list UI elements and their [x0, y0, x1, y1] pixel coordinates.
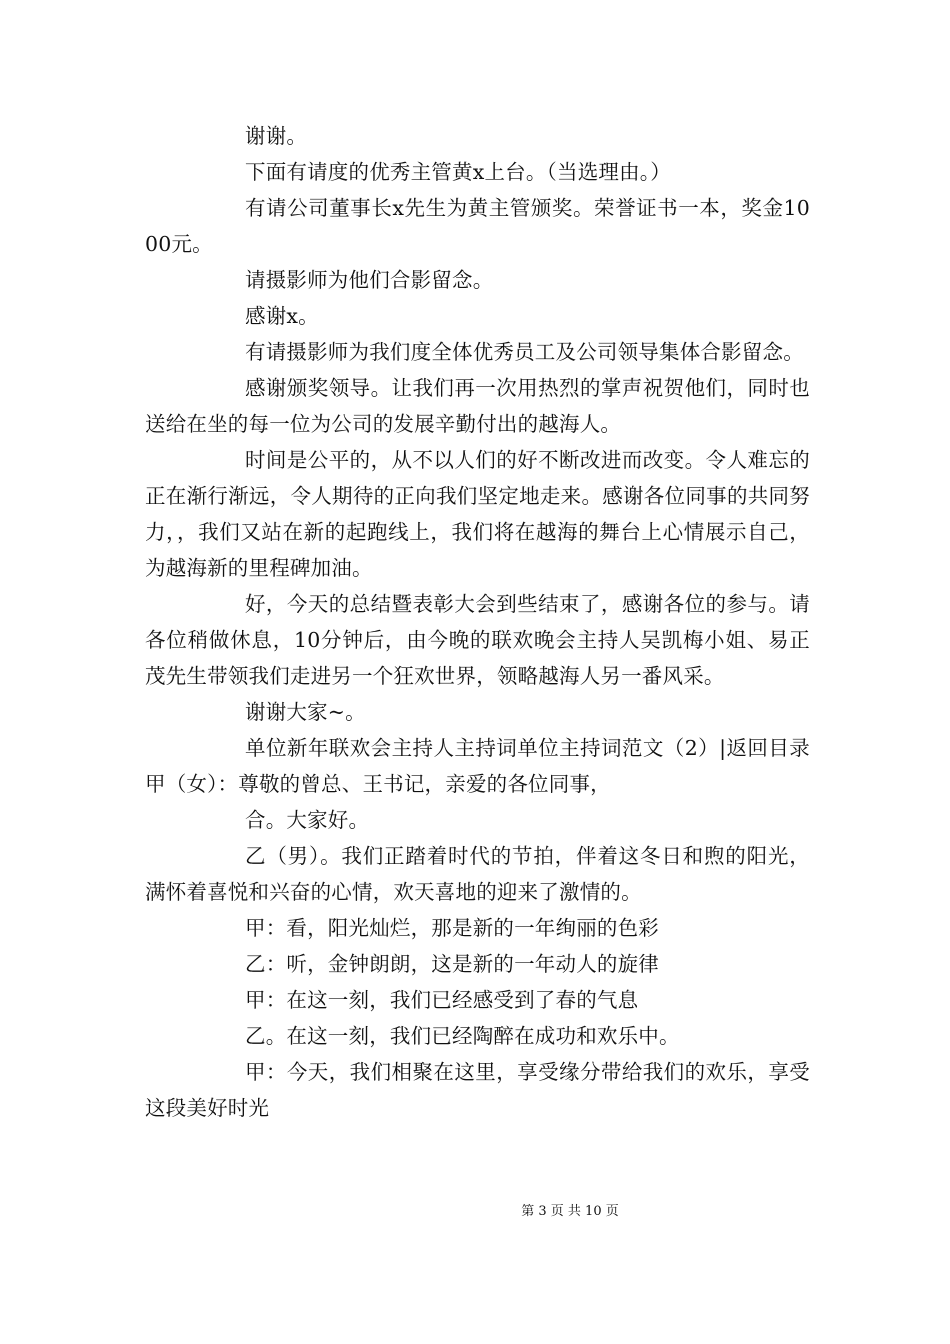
- paragraph: 感谢x。: [245, 304, 319, 328]
- paragraph: 甲：今天，我们相聚在这里，享受缘分带给我们的欢乐，享受这段美好时光: [145, 1060, 810, 1120]
- paragraph: 乙。在这一刻，我们已经陶醉在成功和欢乐中。: [245, 1024, 680, 1048]
- paragraph: 下面有请度的优秀主管黄x上台。（当选理由。）: [245, 160, 671, 184]
- paragraph: 有请公司董事长x先生为黄主管颁奖。荣誉证书一本，奖金1000元。: [145, 196, 810, 256]
- paragraph: 时间是公平的，从不以人们的好不断改进而改变。令人难忘的正在渐行渐远，令人期待的正向我们坚定地走来。感谢各位同事的共同努力，，我们又站在新的起跑线上，我们将在越海的舞台上心情展示自己，为越海新的里程碑加油。: [145, 448, 810, 580]
- paragraph: 谢谢。: [245, 124, 308, 148]
- document-body: [145, 118, 810, 1126]
- page-number: 第 3 页 共 10 页: [521, 1204, 619, 1219]
- paragraph: 乙（男）。我们正踏着时代的节拍，伴着这冬日和煦的阳光，满怀着喜悦和兴奋的心情，欢天喜地的迎来了激情的。: [145, 844, 810, 904]
- paragraph: 甲：在这一刻，我们已经感受到了春的气息: [245, 988, 639, 1012]
- paragraph: 感谢颁奖领导。让我们再一次用热烈的掌声祝贺他们，同时也送给在坐的每一位为公司的发展辛勤付出的越海人。: [145, 376, 810, 436]
- paragraph: 有请摄影师为我们度全体优秀员工及公司领导集体合影留念。: [245, 340, 804, 364]
- paragraph: 甲：看，阳光灿烂，那是新的一年绚丽的色彩: [245, 916, 659, 940]
- paragraph: 请摄影师为他们合影留念。: [245, 268, 494, 292]
- page-footer: [0, 1203, 950, 1221]
- paragraph: 合。大家好。: [245, 808, 370, 832]
- paragraph: 谢谢大家~。: [245, 700, 366, 724]
- paragraph: 乙：听，金钟朗朗，这是新的一年动人的旋律: [245, 952, 659, 976]
- paragraph: 单位新年联欢会主持人主持词单位主持词范文（2）|返回目录甲（女）：尊敬的曾总、王书记，亲爱的各位同事，: [145, 736, 810, 796]
- paragraph: 好，今天的总结暨表彰大会到些结束了，感谢各位的参与。请各位稍做休息，10分钟后，由今晚的联欢晚会主持人吴凯梅小姐、易正茂先生带领我们走进另一个狂欢世界，领略越海人另一番风采。: [145, 592, 810, 688]
